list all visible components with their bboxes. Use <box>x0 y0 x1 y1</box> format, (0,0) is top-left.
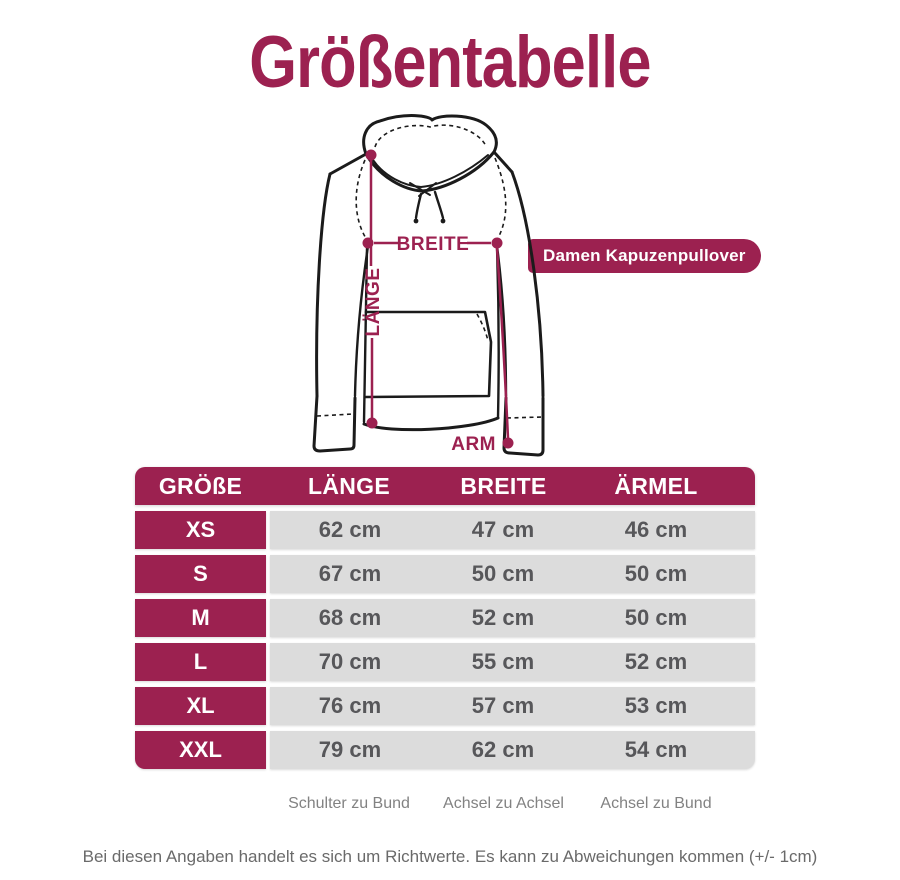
size-label: XL <box>135 687 266 725</box>
size-label: S <box>135 555 266 593</box>
breite-value: 55 cm <box>471 649 535 674</box>
legend-breite: Achsel zu Achsel <box>443 795 564 812</box>
laenge-label: LÄNGE <box>363 267 384 337</box>
hoodie-diagram <box>280 100 600 465</box>
column-header-aermel: ÄRMEL <box>614 472 698 499</box>
aermel-value: 50 cm <box>624 561 688 586</box>
breite-value: 57 cm <box>471 693 535 718</box>
column-header-size: GRÖßE <box>158 472 243 499</box>
arm-label: ARM <box>451 434 496 455</box>
legend-laenge: Schulter zu Bund <box>288 795 410 812</box>
table-row <box>135 643 755 681</box>
size-label: XXL <box>135 731 266 769</box>
size-label: M <box>135 599 266 637</box>
breite-value: 47 cm <box>471 517 535 542</box>
aermel-value: 54 cm <box>624 737 688 762</box>
size-label: XS <box>135 511 266 549</box>
size-table <box>135 467 755 769</box>
column-header-laenge: LÄNGE <box>308 472 390 499</box>
drawstring-tips <box>414 219 446 224</box>
product-badge: Damen Kapuzenpullover <box>528 239 761 273</box>
aermel-value: 52 cm <box>624 649 688 674</box>
legend-aermel: Achsel zu Bund <box>600 795 712 812</box>
aermel-value: 50 cm <box>624 605 688 630</box>
table-row <box>135 687 755 725</box>
table-row <box>135 511 755 549</box>
table-row <box>135 731 755 769</box>
column-header-breite: BREITE <box>460 472 547 499</box>
breite-value: 62 cm <box>471 737 535 762</box>
breite-label: BREITE <box>396 234 470 255</box>
aermel-value: 53 cm <box>624 693 688 718</box>
breite-value: 50 cm <box>471 561 535 586</box>
table-row <box>135 599 755 637</box>
laenge-value: 76 cm <box>318 693 382 718</box>
hoodie-outline <box>314 116 543 455</box>
disclaimer-text: Bei diesen Angaben handelt es sich um Richtwerte. Es kann zu Abweichungen kommen (+/- 1cm) <box>82 847 818 866</box>
breite-value: 52 cm <box>471 605 535 630</box>
measurement-legend <box>135 793 755 815</box>
laenge-value: 68 cm <box>318 605 382 630</box>
aermel-value: 46 cm <box>624 517 688 542</box>
size-label: L <box>135 643 266 681</box>
laenge-value: 70 cm <box>318 649 382 674</box>
laenge-value: 62 cm <box>318 517 382 542</box>
page-title: Größentabelle <box>249 22 651 103</box>
laenge-value: 79 cm <box>318 737 382 762</box>
laenge-value: 67 cm <box>318 561 382 586</box>
page-title-wrap <box>0 22 900 103</box>
size-table-header <box>135 467 755 505</box>
measure-dots <box>363 150 514 449</box>
table-row <box>135 555 755 593</box>
